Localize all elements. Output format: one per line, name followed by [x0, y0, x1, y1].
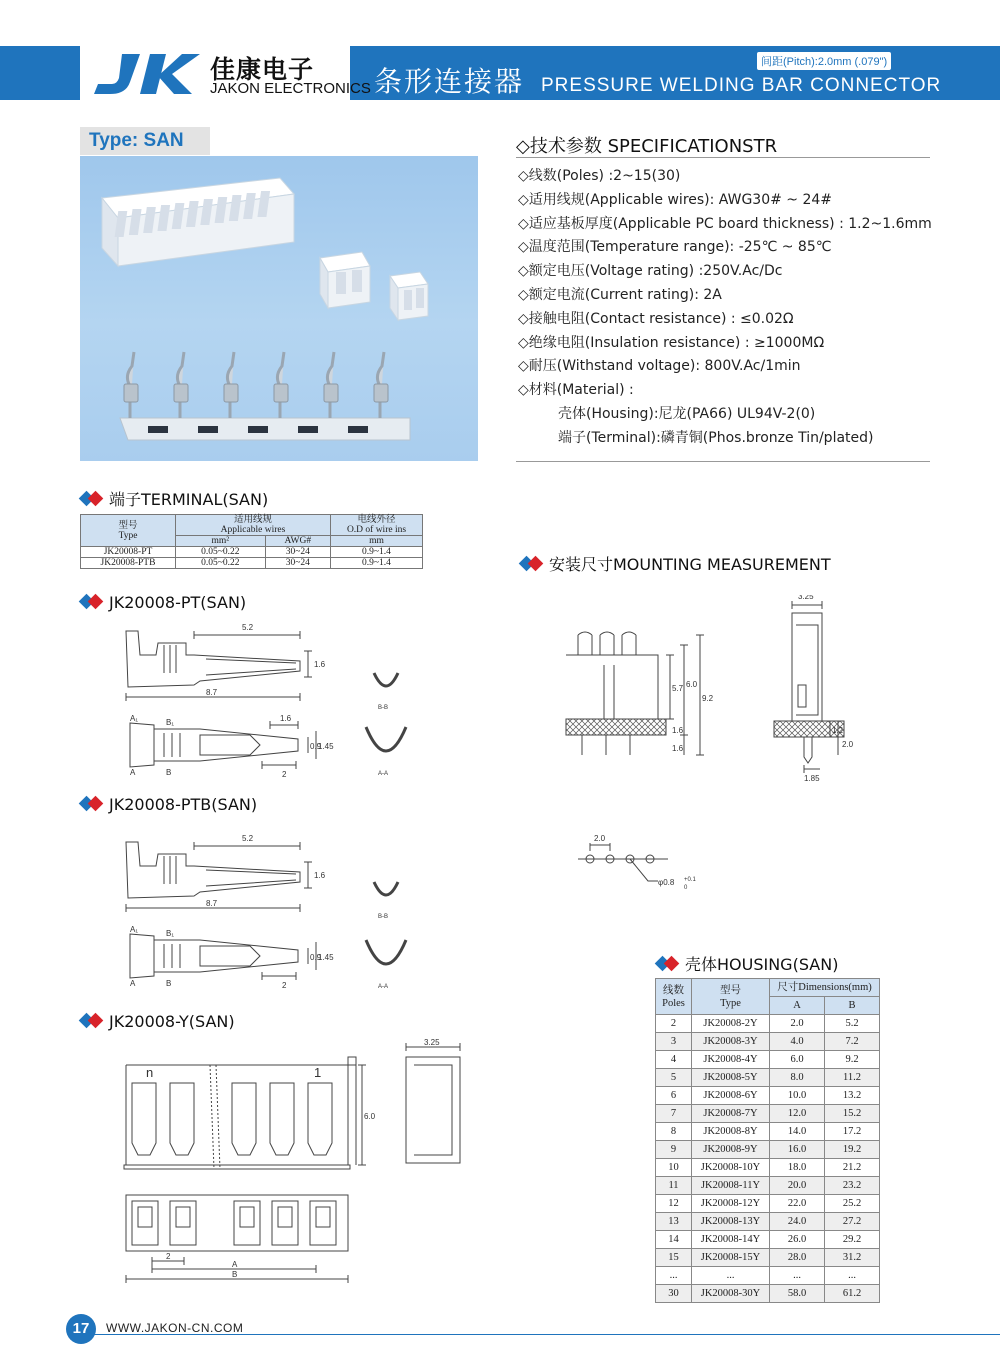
cell-a: 10.0 — [770, 1087, 825, 1105]
label-n: n — [146, 1065, 154, 1080]
dim-label: B — [232, 1270, 238, 1279]
type-label: Type: SAN — [80, 127, 210, 155]
cell-b: ... — [825, 1267, 880, 1285]
dim-label: 5.7 — [672, 684, 684, 693]
spec-list — [518, 165, 932, 451]
dim-label: 1.6 — [314, 871, 326, 880]
cell-b: 61.2 — [825, 1285, 880, 1303]
cell-a: 58.0 — [770, 1285, 825, 1303]
dim-label: 8.7 — [206, 899, 218, 908]
cell-type: JK20008-7Y — [692, 1105, 770, 1123]
cell-b: 31.2 — [825, 1249, 880, 1267]
section-ptb — [80, 795, 257, 814]
cell-b: 25.2 — [825, 1195, 880, 1213]
cell-a: ... — [770, 1267, 825, 1285]
diamond-icon — [80, 595, 106, 609]
cell-type: JK20008-8Y — [692, 1123, 770, 1141]
cell-poles: 14 — [656, 1231, 692, 1249]
spec-item-contact-resistance: ◇接触电阻(Contact resistance) : ≤0.02Ω — [518, 310, 794, 327]
spec-item-material: ◇材料(Material) : — [518, 382, 634, 399]
spec-item-current: ◇额定电流(Current rating): 2A — [518, 286, 722, 303]
dim-label: 9.2 — [702, 694, 714, 703]
cell-type: JK20008-15Y — [692, 1249, 770, 1267]
header-b: B — [825, 997, 880, 1015]
dim-label: B₁ — [166, 929, 175, 938]
cell-poles: 4 — [656, 1051, 692, 1069]
cell-type: JK20008-2Y — [692, 1015, 770, 1033]
cell-poles: 13 — [656, 1213, 692, 1231]
dim-label: 0.9 — [310, 742, 322, 751]
dim-label: 1.6 — [280, 714, 292, 723]
dim-label: 6.0 — [364, 1112, 376, 1121]
cell-poles: 5 — [656, 1069, 692, 1087]
ptb-terminal-drawing — [110, 826, 420, 996]
header-mm: mm — [331, 536, 423, 547]
dim-label: A — [130, 768, 136, 777]
cell-b: 17.2 — [825, 1123, 880, 1141]
dim-label: 1.2 — [832, 726, 844, 735]
table-row: JK20008-PTB 0.05~0.22 30~24 0.9~1.4 — [81, 558, 423, 569]
dim-label: 2 — [282, 770, 287, 779]
header-wires: 适用线规 Applicable wires — [176, 515, 331, 536]
cell-a: 28.0 — [770, 1249, 825, 1267]
cell-b: 13.2 — [825, 1087, 880, 1105]
dim-label: 6.0 — [686, 680, 698, 689]
dim-label: 2.0 — [842, 740, 854, 749]
cell-type: JK20008-6Y — [692, 1087, 770, 1105]
dim-label: A₁ — [130, 925, 139, 934]
diamond-icon — [80, 1014, 106, 1028]
header-mm2: mm² — [176, 536, 266, 547]
cell-a: 12.0 — [770, 1105, 825, 1123]
cell-b: 15.2 — [825, 1105, 880, 1123]
website-url: WWW.JAKON-CN.COM — [106, 1321, 244, 1335]
cell-poles: 2 — [656, 1015, 692, 1033]
cell-poles: 30 — [656, 1285, 692, 1303]
dim-label: B₁ — [166, 718, 175, 727]
section-housing — [656, 952, 838, 975]
dim-label: 3.25 — [798, 595, 814, 601]
cell-a: 16.0 — [770, 1141, 825, 1159]
spec-item-housing: 壳体(Housing):尼龙(PA66) UL94V-2(0) — [558, 405, 816, 422]
spec-item-wires: ◇适用线规(Applicable wires): AWG30# ~ 24# — [518, 191, 833, 208]
cell-type: JK20008-11Y — [692, 1177, 770, 1195]
dim-label: 1.6 — [672, 726, 684, 735]
dim-label: 2.0 — [594, 834, 606, 843]
cell-type: JK20008-10Y — [692, 1159, 770, 1177]
section-terminal — [80, 487, 268, 510]
dim-label: 8.7 — [206, 688, 218, 697]
cell-b: 11.2 — [825, 1069, 880, 1087]
table-row — [656, 1051, 880, 1069]
table-row — [656, 1231, 880, 1249]
cell-poles: 6 — [656, 1087, 692, 1105]
product-photo — [80, 156, 478, 461]
header-poles: 线数 Poles — [656, 979, 692, 1015]
spec-item-temperature: ◇温度范围(Temperature range): -25℃ ~ 85℃ — [518, 239, 832, 256]
label-1: 1 — [314, 1065, 322, 1080]
cell-poles: 15 — [656, 1249, 692, 1267]
cell-type: JK20008-30Y — [692, 1285, 770, 1303]
dim-label: 1.85 — [804, 774, 820, 783]
dim-label: 1.45 — [318, 953, 334, 962]
page-header — [0, 0, 1000, 118]
table-row — [656, 1069, 880, 1087]
section-y — [80, 1012, 235, 1031]
cell-a: 8.0 — [770, 1069, 825, 1087]
header-dimensions: 尺寸Dimensions(mm) — [770, 979, 880, 997]
cell-a: 26.0 — [770, 1231, 825, 1249]
dim-label: 0 — [684, 885, 688, 891]
table-row — [656, 1159, 880, 1177]
brand-name-cn: 佳康电子 — [210, 55, 315, 84]
header-a: A — [770, 997, 825, 1015]
table-row — [656, 1249, 880, 1267]
cell-type: JK20008-3Y — [692, 1033, 770, 1051]
section-title: 端子TERMINAL(SAN) — [109, 490, 269, 509]
table-row — [656, 1123, 880, 1141]
dim-label: B — [166, 979, 172, 988]
dim-label: 5.2 — [242, 834, 254, 843]
cell-b: 27.2 — [825, 1213, 880, 1231]
cell-poles: 8 — [656, 1123, 692, 1141]
diamond-icon — [80, 797, 106, 811]
cell-poles: 3 — [656, 1033, 692, 1051]
cell-type: JK20008-9Y — [692, 1141, 770, 1159]
spec-item-pcb: ◇适应基板厚度(Applicable PC board thickness) : 1.2~1.6mm — [518, 215, 932, 232]
cell-a: 4.0 — [770, 1033, 825, 1051]
diamond-icon — [80, 492, 106, 506]
dim-label: 2 — [282, 981, 287, 990]
cell-poles: 10 — [656, 1159, 692, 1177]
section-title: 安装尺寸MOUNTING MEASUREMENT — [549, 555, 831, 574]
section-title: JK20008-Y(SAN) — [109, 1012, 235, 1031]
page-number: 17 — [66, 1314, 96, 1344]
dim-label: φ0.8 — [658, 878, 675, 887]
terminal-table — [80, 514, 423, 569]
dim-label: 3.25 — [424, 1038, 440, 1047]
cell-a: 6.0 — [770, 1051, 825, 1069]
dim-label: A-A — [378, 771, 389, 777]
diamond-icon — [520, 557, 546, 571]
header-od: 电线外径 O.D of wire ins — [331, 515, 423, 536]
cell-a: 18.0 — [770, 1159, 825, 1177]
cell-a: 22.0 — [770, 1195, 825, 1213]
cell-b: 21.2 — [825, 1159, 880, 1177]
table-row — [656, 1105, 880, 1123]
table-row — [656, 1033, 880, 1051]
section-title: JK20008-PT(SAN) — [109, 593, 247, 612]
dim-label: +0.1 — [684, 877, 696, 883]
section-pt — [80, 593, 246, 612]
dim-label: B-B — [378, 914, 389, 920]
cell-type: ... — [692, 1267, 770, 1285]
brand-name-en: JAKON ELECTRONICS — [210, 80, 371, 97]
table-row: JK20008-PT 0.05~0.22 30~24 0.9~1.4 — [81, 547, 423, 558]
spec-item-voltage: ◇额定电压(Voltage rating) :250V.Ac/Dc — [518, 263, 783, 280]
cell-a: 24.0 — [770, 1213, 825, 1231]
section-title: 壳体HOUSING(SAN) — [685, 955, 839, 974]
cell-a: 14.0 — [770, 1123, 825, 1141]
housing-table — [655, 978, 880, 1303]
cell-poles: 9 — [656, 1141, 692, 1159]
jk-logo-icon — [92, 52, 202, 96]
dim-label: B-B — [378, 705, 389, 711]
page-title-en: PRESSURE WELDING BAR CONNECTOR — [541, 75, 942, 96]
cell-poles: ... — [656, 1267, 692, 1285]
cell-type: JK20008-4Y — [692, 1051, 770, 1069]
mounting-drawing — [558, 595, 868, 895]
page-title-cn: 条形连接器 — [374, 65, 525, 98]
cell-a: 20.0 — [770, 1177, 825, 1195]
cell-type: JK20008-14Y — [692, 1231, 770, 1249]
dim-label: 1.45 — [318, 742, 334, 751]
cell-b: 9.2 — [825, 1051, 880, 1069]
spec-item-insulation: ◇绝缘电阻(Insulation resistance) : ≥1000MΩ — [518, 334, 825, 351]
table-row — [656, 1177, 880, 1195]
dim-label: 1.6 — [314, 660, 326, 669]
spec-item-poles: ◇线数(Poles) :2~15(30) — [518, 168, 681, 184]
dim-label: A₁ — [130, 714, 139, 723]
pt-terminal-drawing — [110, 615, 420, 785]
table-row — [656, 1087, 880, 1105]
section-title: JK20008-PTB(SAN) — [109, 795, 258, 814]
diamond-icon — [656, 957, 682, 971]
cell-poles: 7 — [656, 1105, 692, 1123]
section-mounting — [520, 552, 831, 575]
spec-item-withstand: ◇耐压(Withstand voltage): 800V.Ac/1min — [518, 358, 801, 375]
dim-label: A — [130, 979, 136, 988]
dim-label: A — [232, 1260, 238, 1269]
dim-label: 1.6 — [672, 744, 684, 753]
connector-photo-illustration — [80, 156, 478, 461]
y-housing-drawing — [110, 1035, 470, 1285]
spec-title: ◇技术参数 SPECIFICATIONSTR — [516, 136, 778, 157]
cell-type: JK20008-13Y — [692, 1213, 770, 1231]
dim-label: A-A — [378, 984, 389, 990]
dim-label: B — [166, 768, 172, 777]
header-type: 型号 Type — [81, 515, 176, 547]
divider — [516, 461, 930, 462]
pitch-badge: 间距(Pitch):2.0mm (.079") — [757, 52, 891, 70]
header-type: 型号 Type — [692, 979, 770, 1015]
spec-item-terminal: 端子(Terminal):磷青铜(Phos.bronze Tin/plated) — [558, 429, 874, 446]
cell-poles: 11 — [656, 1177, 692, 1195]
cell-b: 5.2 — [825, 1015, 880, 1033]
table-row — [656, 1015, 880, 1033]
table-row — [656, 1195, 880, 1213]
table-row — [656, 1267, 880, 1285]
divider — [516, 157, 930, 158]
dim-label: 2 — [166, 1252, 171, 1261]
table-row — [656, 1213, 880, 1231]
cell-a: 2.0 — [770, 1015, 825, 1033]
cell-b: 29.2 — [825, 1231, 880, 1249]
cell-type: JK20008-12Y — [692, 1195, 770, 1213]
cell-b: 19.2 — [825, 1141, 880, 1159]
housing-table-body — [656, 1015, 880, 1303]
cell-type: JK20008-5Y — [692, 1069, 770, 1087]
table-row — [656, 1285, 880, 1303]
cell-b: 23.2 — [825, 1177, 880, 1195]
cell-poles: 12 — [656, 1195, 692, 1213]
table-row — [656, 1141, 880, 1159]
dim-label: 0.9 — [310, 953, 322, 962]
cell-b: 7.2 — [825, 1033, 880, 1051]
dim-label: 5.2 — [242, 623, 254, 632]
header-awg: AWG# — [265, 536, 330, 547]
